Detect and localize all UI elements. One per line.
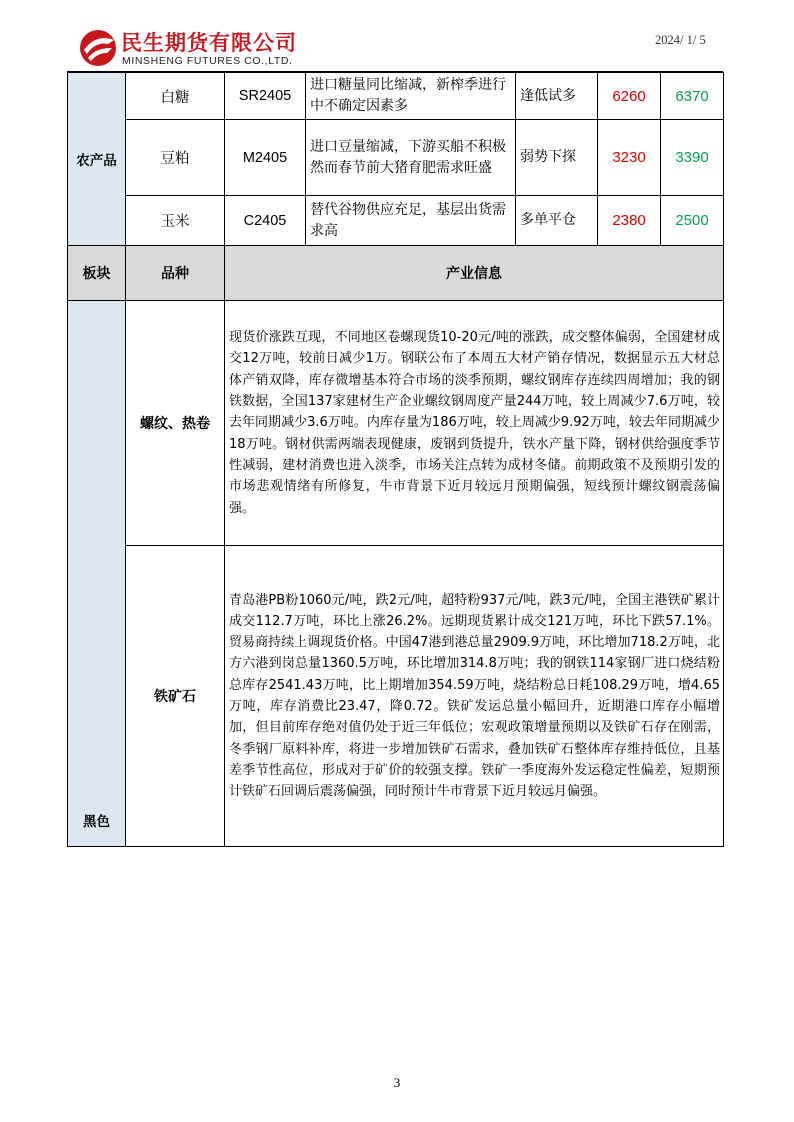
variety-name: 铁矿石 bbox=[126, 546, 225, 847]
strategy: 逢低试多 bbox=[516, 73, 598, 120]
sector-black: 黑色 bbox=[68, 301, 126, 847]
page-number: 3 bbox=[393, 1075, 401, 1090]
header-variety: 品种 bbox=[126, 246, 225, 301]
price-low: 2380 bbox=[598, 196, 661, 246]
contract-code: M2405 bbox=[225, 120, 306, 196]
report-date: 2024/ 1/ 5 bbox=[655, 33, 706, 47]
variety-name: 玉米 bbox=[126, 196, 225, 246]
table-row bbox=[68, 301, 724, 546]
header-industry-info: 产业信息 bbox=[225, 246, 724, 301]
variety-name: 豆粕 bbox=[126, 120, 225, 196]
price-high: 6370 bbox=[661, 73, 724, 120]
price-high: 2500 bbox=[661, 196, 724, 246]
strategy: 弱势下探 bbox=[516, 120, 598, 196]
contract-code: SR2405 bbox=[225, 73, 306, 120]
strategy: 多单平仓 bbox=[516, 196, 598, 246]
contract-code: C2405 bbox=[225, 196, 306, 246]
sector-agri: 农产品 bbox=[68, 73, 126, 246]
industry-info-text: 青岛港PB粉1060元/吨，跌2元/吨，超特粉937元/吨，跌3元/吨，全国主港铁矿累计成交112.7万吨，环比上涨26.2%。远期现货累计成交121万吨，环比下跌57.1%。贸易商持续上调现货价格。中国47港到港总量2909.9万吨，环比增加718.2万吨，北方六港到岗总量1360.5万吨，环比增加314.8万吨；我的钢铁114家钢厂进口烧结粉总库存2541.43万吨，比上期增加354.59万吨，烧结粉总日耗108.29万吨，增4.65万吨，库存消费比23.47，降0.72。铁矿发运总量小幅回升，近期港口库存小幅增加，但目前库存绝对值仍处于近三年低位；宏观政策增量预期以及铁矿石存在刚需，冬季钢厂原料补库，将进一步增加铁矿石需求，叠加铁矿石整体库存维持低位，且基差季节性高位，形成对于矿价的较强支撑。铁矿一季度海外发运稳定性偏差，短期预计铁矿石回调后震荡偏强，同时预计牛市背景下近月较远月偏强。 bbox=[225, 546, 724, 847]
variety-name: 白糖 bbox=[126, 73, 225, 120]
brand-name-cn: 民生期货有限公司 bbox=[121, 31, 297, 55]
price-low: 6260 bbox=[598, 73, 661, 120]
industry-info-text: 现货价涨跌互现，不同地区卷螺现货10-20元/吨的涨跌，成交整体偏弱，全国建材成交12万吨，较前日减少1万。钢联公布了本周五大材产销存情况，数据显示五大材总体产销双降，库存微增基本符合市场的淡季预期，螺纹钢库存连续四周增加；我的钢铁数据，全国137家建材生产企业螺纹钢周度产量244万吨，较上周减少7.6万吨，较去年同期减少3.6万吨。内库存量为186万吨，较上周减少9.92万吨，较去年同期减少18万吨。钢材供需两端表现健康，废钢到货提升，铁水产量下降，钢材供给强度季节性减弱，建材消费也进入淡季，市场关注点转为成材冬储。前期政策不及预期引发的市场悲观情绪有所修复，牛市背景下近月较远月预期偏强，短线预计螺纹钢震荡偏强。 bbox=[225, 301, 724, 546]
table-row bbox=[68, 546, 724, 847]
variety-name: 螺纹、热卷 bbox=[126, 301, 225, 546]
variety-desc: 替代谷物供应充足，基层出货需求高 bbox=[306, 196, 516, 246]
market-table bbox=[67, 72, 724, 847]
brand-name-en: MINSHENG FUTURES CO.,LTD. bbox=[122, 55, 293, 67]
header-sector: 板块 bbox=[68, 246, 126, 301]
variety-desc: 进口糖量同比缩减，新榨季进行中不确定因素多 bbox=[306, 73, 516, 120]
info-header-row bbox=[68, 246, 724, 301]
price-low: 3230 bbox=[598, 120, 661, 196]
variety-desc: 进口豆量缩减，下游买船不积极然而春节前大猪育肥需求旺盛 bbox=[306, 120, 516, 196]
price-high: 3390 bbox=[661, 120, 724, 196]
table-row bbox=[68, 73, 724, 120]
table-row bbox=[68, 196, 724, 246]
table-row bbox=[68, 120, 724, 196]
minsheng-logo-icon bbox=[78, 28, 118, 68]
page-header bbox=[0, 0, 794, 72]
